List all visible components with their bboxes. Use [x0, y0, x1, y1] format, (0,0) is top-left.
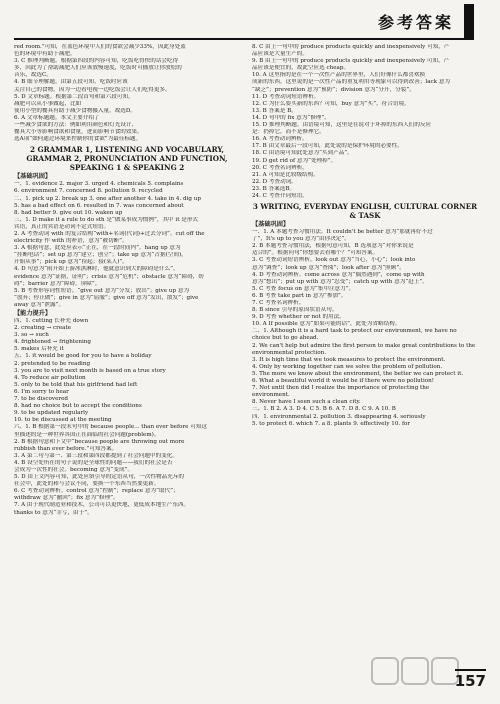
right-column: [252, 44, 478, 684]
answer-line: choice but to go ahead.: [252, 335, 319, 342]
answer-line: 色的环境中有助于减肥。: [14, 51, 76, 58]
answer-line: 6. What a beautiful world it would be if there were no pollution!: [252, 378, 434, 385]
answer-line: 8. had no choice but to accept the conditions: [14, 403, 142, 410]
answer-line: 10. to be discussed at the meeting: [14, 417, 112, 424]
answer-line: 意为“想出”；put up with 意为“忍受”；catch up with 意为“赶上”。: [252, 278, 428, 285]
answer-line: “挂断电话”；set up 意为“建立；创立”；take up 意为“占据(空间)，: [14, 252, 187, 259]
answer-line: 3. C 推理判断题。根据第四段的内容可知，吃饭吃得快的话会吃得: [14, 58, 179, 65]
answer-line: 三、1. D make it a rule to do sth 是“做某事成为惯例”，其中 it 是形式: [14, 216, 199, 223]
answer-line: 16. A 考查动词辨析。: [252, 136, 308, 143]
page-number: 157: [455, 669, 486, 690]
answer-line: 8. B since 引导的原因状语从句。: [252, 307, 338, 314]
answer-line: environmental protection.: [252, 349, 326, 356]
answer-line: 2. creating → create: [14, 325, 72, 332]
answer-line: 四、1. cutting 长补充 down: [14, 318, 89, 324]
subsection-advanced: 【能力提升】: [14, 310, 52, 317]
answer-line: thanks to 意为“幸亏，由于”。: [14, 509, 93, 516]
answer-line: 品应该是便宜的，故此空应选 cheap。: [252, 65, 350, 72]
answer-line: 适合的”。根据问句“你想要去看哪个？”可知答案。: [252, 250, 379, 257]
answer-line: 8. C 由上一句中的 produce products quickly and inexpensively 可知，产: [252, 44, 450, 50]
answer-line: 了”，It's up to you 意为“由你决定”。: [252, 236, 350, 243]
answer-line: 6. A 文章标题题。本文主要介绍了: [14, 114, 100, 121]
answer-line: 20. C 考查名词辨析。: [252, 164, 308, 171]
answer-line: 社会中，此处的和与会议不同，要换一个东西当然要更新。: [14, 481, 160, 488]
answer-line: 2. B 本题考查习惯用法，根据句意可知，B 选项意为“对你来说是: [252, 243, 414, 250]
answer-line: 14. D 句中的 fix 意为“修理”。: [252, 114, 330, 121]
answer-line: 10. A 这里指的是在一个一次性产品的世界里，人们好像什么都喜欢换: [252, 72, 426, 79]
section-title-unit3: 3 WRITING, EVERYDAY ENGLISH, CULTURAL CORNER & TASK: [252, 202, 478, 221]
answer-line: 4. D 句意为“雨开始上游冰淇淋时，他就意识到大的障碍是什么”。: [14, 266, 179, 273]
answer-line: 11. D 考查动词短语辨析。: [252, 93, 320, 100]
answer-line: 23. B 答案选B。: [252, 185, 296, 192]
answer-line: 选A项“如何通过环境来控制你的食欲”为最佳标题。: [14, 136, 142, 143]
answer-line: 15. D 推理判断题。由语境可知，这里是在说对于坏掉的东西人们的反应: [252, 122, 432, 129]
answer-line: 6. environment 7. concerned 8. pollution 9. recycled: [14, 188, 163, 195]
left-answers-top: [14, 44, 240, 143]
answer-line: 17. B 由文章最后一段可知，此处说的是保护环境的必要性。: [252, 143, 403, 150]
answer-line: 6. C 考查动词辨析。control 意为“控制”；replace 意为“取代”；: [14, 488, 179, 495]
answer-line: 4. To reduce air pollution: [14, 374, 86, 381]
answer-line: 音乐，故选C。: [14, 72, 52, 79]
answer-line: 4. Only by working together can we solve the problem of pollution.: [252, 363, 443, 370]
answer-line: 24. C 考查介词短语。: [252, 192, 308, 199]
answer-line: 二、1. Although it is a hard task to protect our environment, we have no: [252, 328, 457, 335]
answer-line: 4. B 设空处所在的句子说的是全球性的问题——我们的社会是否: [14, 459, 173, 466]
answer-line: 一、1. evidence 2. major 3. urged 4. chemicals 5. complains: [14, 181, 184, 188]
section-title-unit2: 2 GRAMMAR 1, LISTENING AND VOCABULARY, GRAMMAR 2, PRONUNCIATION AND FUNCTION, SPEAKING 1 & SPEAKING 2: [26, 145, 228, 173]
answer-line: 5. B 考查形容词性短语。“give out 意为“分发；放出”；give up 意为: [14, 287, 190, 294]
answer-line: 成新的东西。这里说的是一次性产品的重复利用等现象可以得到改善；lack 意为: [252, 79, 451, 86]
answer-line: 22. D 考查动词。: [252, 178, 297, 185]
answer-line: 碍”；barrier 意为“障碍，屏障”。: [14, 280, 101, 287]
answer-line: 三、1. B 2. A 3. D 4. C 5. B 6. A 7. D 8. C 9. A 10. B: [252, 406, 396, 413]
answer-line: 3. It is high time that we took measures to protect the environment.: [252, 356, 446, 363]
answer-line: 8. Never have I seen such a clean city.: [252, 399, 361, 406]
answer-line: 5. to protect 6. which 7. a 8. plants 9. effectively 10. for: [252, 420, 411, 427]
answer-line: 3. so → such: [14, 332, 49, 339]
answer-line: 19. D get rid of 意为“处理掉”。: [252, 157, 337, 164]
answer-line: 18. C 由语境可知此处意为“买到产品”。: [252, 150, 353, 157]
answer-line: 关注自己的食物，因为一边看电视一边吃饭会让人们吃得更多。: [14, 86, 171, 93]
answer-line: 品应该是大量生产的。: [252, 51, 308, 58]
answer-line: 5. D 文章标题。根据第二段首句和第六段可知，: [14, 93, 134, 100]
answer-line: “缺乏”；prevention 意为“预防”；division 意为“分开，分裂”。: [252, 86, 415, 93]
answer-line: environment.: [252, 392, 290, 399]
answer-line: 四、1. environmental 2. pollution 3. disappearing 4. seriously: [252, 413, 426, 420]
answer-line: electricity 作 with 的补语，意为“被切断”。: [14, 238, 128, 245]
answer-line: 二、1. pick up 2. break up 3. one after another 4. take in 4. dig up: [14, 195, 201, 202]
answer-line: 宾语，真正的宾语是动词不定式短语。: [14, 223, 110, 230]
answer-line: 5. makes 后补充 it: [14, 346, 64, 353]
header-title: 参考答案: [377, 13, 454, 32]
answer-line: 13. B 答案是 B。: [252, 107, 297, 114]
answer-line: 6. I'm sorry to hear: [14, 388, 69, 395]
answer-line: 4. frightened → frightening: [14, 339, 91, 346]
answer-line: 5. D 由上文内容可知，此处应填引导的定语从句，一次性物品充斥的: [14, 474, 185, 481]
left-answers-mid: [14, 181, 240, 309]
page-header: [0, 0, 500, 40]
right-answers-bottom: [252, 229, 478, 428]
answer-line: 4. B 细节理解题。由第五段可知，吃饭时应该: [14, 79, 128, 86]
answer-line: 5. The more we know about the environment, the better we can protect it.: [252, 370, 464, 377]
left-column: [14, 44, 240, 684]
answer-line: 7. Not until then did I realize the importance of protecting the: [252, 385, 430, 392]
answer-line: 5. only to be told that his girlfriend had left: [14, 381, 138, 388]
answer-line: 9. to be updated regularly: [14, 410, 89, 417]
answer-line: 7. C 考查名词辨析。: [252, 300, 305, 306]
left-answers-bottom: [14, 318, 240, 517]
answer-line: 12. C 为什么要买新的东西？可知，buy 意为“买”，符合语境。: [252, 100, 410, 107]
answer-line: 9. D 考查 whether or not 的用法。: [252, 314, 345, 321]
answer-line: 使用小型的餐具有助于减少食物摄入量。故选D。: [14, 107, 136, 114]
answer-line: 减肥可以从小事做起，比如: [14, 100, 82, 107]
answer-line: rubbish than ever before.”可知答案。: [14, 445, 118, 452]
answer-line: 7. to be discovered: [14, 396, 68, 403]
answer-line: red room.”可知，在蓝色环境中人们的食欲会减少33%，因此身处蓝: [14, 44, 186, 50]
answer-line: 4. D 考查动词辨析。come across 意为“偶然遇到”，come up with: [252, 271, 425, 278]
answer-line: 一些减少食欲的方法：例如利用颜色和灯光设计、: [14, 122, 138, 129]
answer-line: 3. A 根据句意，此处应表示“正在，在一段时间内”。hang up 意为: [14, 245, 181, 252]
answer-line: 开始从事”；pick up 意为“捡起；接(某人)”。: [14, 259, 128, 266]
header-rule: [14, 38, 474, 40]
answer-line: 意为“调查”；look up 意为“查阅”；look after 意为“照顾”。: [252, 264, 405, 271]
answer-line: away 意为“泄露”。: [14, 301, 65, 308]
answer-line: 8. had better 9. give out 10. waken up: [14, 209, 123, 216]
answer-line: 多，因此为了帮助减肥人们应该放慢速度，吃饭时可播放让你放松的: [14, 65, 182, 72]
answer-line: 2. B 根据句意和下文中“because people are throwing out more: [14, 438, 185, 445]
answer-line: 3. C 考查动词短语辨析。look out 意为“当心，小心”；look into: [252, 257, 416, 264]
answer-line: 10. A If possible 意为“如果可能的话”，此处为省略结构。: [252, 321, 401, 328]
answer-line: 9. B 由上一句中的 produce products quickly and inexpensively 可知，产: [252, 58, 450, 65]
answer-line: 餐具大小等影响食欲和食量，进而影响节食的效果。: [14, 129, 143, 136]
answer-line: 2. pretended to be reading: [14, 360, 91, 367]
answer-line: 3. you are to visit next month is based on a true story: [14, 367, 166, 374]
header-bar: [464, 4, 474, 38]
answer-line: withdraw 意为“撤回”；fix 意为“修理”。: [14, 495, 119, 502]
answer-line: 一、1. A 本题考查习惯用法。It couldn't be better 意为“那就再好不过: [252, 229, 433, 236]
answer-line: 21. A 可知是比较级结构。: [252, 171, 319, 178]
answer-line: 3. A 第二句与第一、第三段和第四段都提到了社会问题中的变化。: [14, 452, 178, 459]
answer-line: 2. A 考查动词 with 的复合结构“with+名词(代词)+过去分词”。cut off the: [14, 230, 205, 237]
subsection-basic-2: 【基础巩固】: [252, 221, 290, 229]
answer-line: 六、1. B 根据第一段末句中的 because people... than ever before 可知这: [14, 424, 207, 431]
right-answers-top: [252, 44, 478, 200]
answer-line: “放弃；停止做”；give in 意为“屈服”；give off 意为“发出，散发”；give: [14, 294, 199, 301]
answer-line: 五、1. it would be good for you to have a holiday: [14, 353, 152, 360]
subsection-basic-1: 【基础巩固】: [14, 173, 52, 181]
answer-line: 5. has a bad effect on 6. resulted in 7. was concerned about: [14, 202, 184, 209]
answer-line: 7. A 由于现代制造业和技术，公司可以更快地，更低成本地生产东西。: [14, 502, 190, 509]
answer-line: 2. We can't help but admire the first person to make great contributions to the: [252, 342, 476, 349]
answer-line: evidence 意为“证据，证明”；crisis 意为“危机”；obstacle 意为“障碍，妨: [14, 273, 204, 280]
answer-line: 会成为一次性的社会。becoming 意为“变成”。: [14, 466, 134, 473]
answer-line: 5. C 考查 focus on 意为“集中注意力”。: [252, 285, 355, 292]
answer-line: 6. B 考查 take part in 意为“参加”。: [252, 292, 347, 299]
answer-line: 是：扔掉它，而不是修理它。: [252, 129, 325, 136]
answer-line: 里描述的是一种世界各国正在面临的社会问题(problem)。: [14, 431, 160, 438]
watermark-logo-icon: [370, 654, 460, 694]
